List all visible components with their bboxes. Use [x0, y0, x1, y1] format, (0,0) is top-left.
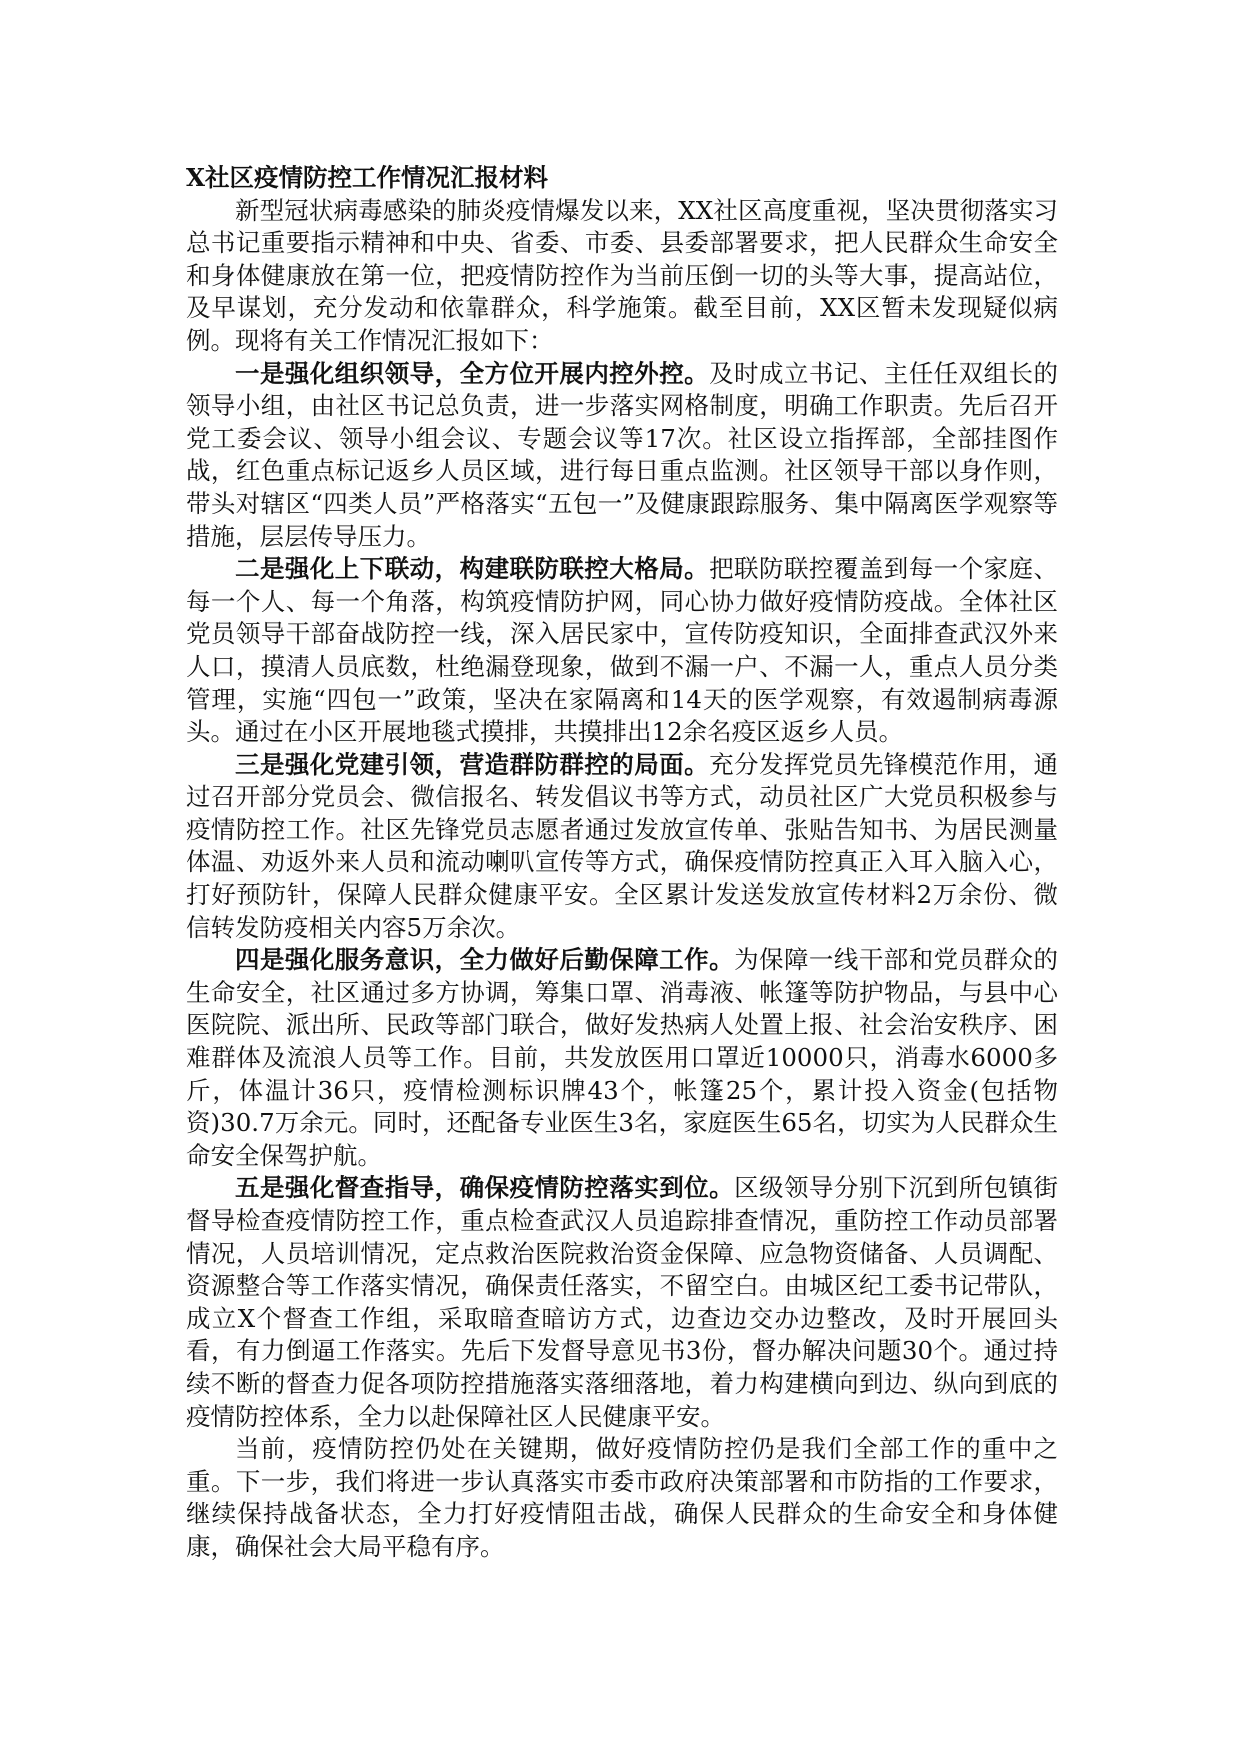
section-3-heading: 三是强化党建引领，营造群防群控的局面。 [235, 749, 710, 779]
section-5-heading: 五是强化督查指导，确保疫情防控落实到位。 [235, 1173, 735, 1203]
section-4-body: 为保障一线干部和党员群众的生命安全，社区通过多方协调，筹集口罩、消毒液、帐篷等防护物品，与县中心医院院、派出所、民政等部门联合，做好发热病人处置上报、社会治安秩序、困难群体及流浪人员等工作。目前，共发放医用口罩近10000只，消毒水6000多斤，体温计36只，疫情检测标识牌43个，帐篷25个，累计投入资金(包括物资)30.7万余元。同时，还配备专业医生3名，家庭医生65名，切实为人民群众生命安全保驾护航。 [186, 945, 1058, 1170]
section-5-paragraph [186, 1172, 1058, 1433]
section-3-paragraph [186, 749, 1058, 945]
section-1-paragraph [186, 358, 1058, 554]
section-2-paragraph [186, 553, 1058, 749]
section-4-paragraph [186, 944, 1058, 1172]
section-2-body: 把联防联控覆盖到每一个家庭、每一个人、每一个角落，构筑疫情防护网，同心协力做好疫情防疫战。全体社区党员领导干部奋战防控一线，深入居民家中，宣传防疫知识，全面排查武汉外来人口，摸清人员底数，杜绝漏登现象，做到不漏一户、不漏一人，重点人员分类管理，实施“四包一”政策，坚决在家隔离和14天的医学观察，有效遏制病毒源头。通过在小区开展地毯式摸排，共摸排出12余名疫区返乡人员。 [186, 554, 1058, 747]
conclusion-paragraph: 当前，疫情防控仍处在关键期，做好疫情防控仍是我们全部工作的重中之重。下一步，我们将进一步认真落实市委市政府决策部署和市防指的工作要求，继续保持战备状态，全力打好疫情阻击战，确保人民群众的生命安全和身体健康，确保社会大局平稳有序。 [186, 1434, 1058, 1561]
section-4-heading: 四是强化服务意识，全力做好后勤保障工作。 [235, 945, 735, 975]
intro-paragraph: 新型冠状病毒感染的肺炎疫情爆发以来，XX社区高度重视，坚决贯彻落实习总书记重要指示精神和中央、省委、市委、县委部署要求，把人民群众生命安全和身体健康放在第一位，把疫情防控作为当前压倒一切的头等大事，提高站位，及早谋划，充分发动和依靠群众，科学施策。截至目前，XX区暂未发现疑似病例。现将有关工作情况汇报如下： [186, 195, 1058, 355]
section-2-heading: 二是强化上下联动，构建联防联控大格局。 [235, 554, 710, 584]
section-1-heading: 一是强化组织领导，全方位开展内控外控。 [235, 358, 710, 388]
document-title: X社区疫情防控工作情况汇报材料 [186, 163, 549, 192]
document-page [186, 162, 1058, 1564]
section-1-body: 及时成立书记、主任任双组长的领导小组，由社区书记总负责，进一步落实网格制度，明确工作职责。先后召开党工委会议、领导小组会议、专题会议等17次。社区设立指挥部，全部挂图作战，红色重点标记返乡人员区域，进行每日重点监测。社区领导干部以身作则，带头对辖区“四类人员”严格落实“五包一”及健康跟踪服务、集中隔离医学观察等措施，层层传导压力。 [186, 358, 1058, 551]
section-5-body: 区级领导分别下沉到所包镇街督导检查疫情防控工作，重点检查武汉人员追踪排查情况，重防控工作动员部署情况，人员培训情况，定点救治医院救治资金保障、应急物资储备、人员调配、资源整合等工作落实情况，确保责任落实，不留空白。由城区纪工委书记带队，成立X个督查工作组，采取暗查暗访方式，边查边交办边整改，及时开展回头看，有力倒逼工作落实。先后下发督导意见书3份，督办解决问题30个。通过持续不断的督查力促各项防控措施落实落细落地，着力构建横向到边、纵向到底的疫情防控体系，全力以赴保障社区人民健康平安。 [186, 1173, 1058, 1431]
section-3-body: 充分发挥党员先锋模范作用，通过召开部分党员会、微信报名、转发倡议书等方式，动员社区广大党员积极参与疫情防控工作。社区先锋党员志愿者通过发放宣传单、张贴告知书、为居民测量体温、劝返外来人员和流动喇叭宣传等方式，确保疫情防控真正入耳入脑入心，打好预防针，保障人民群众健康平安。全区累计发送发放宣传材料2万余份、微信转发防疫相关内容5万余次。 [186, 749, 1058, 942]
